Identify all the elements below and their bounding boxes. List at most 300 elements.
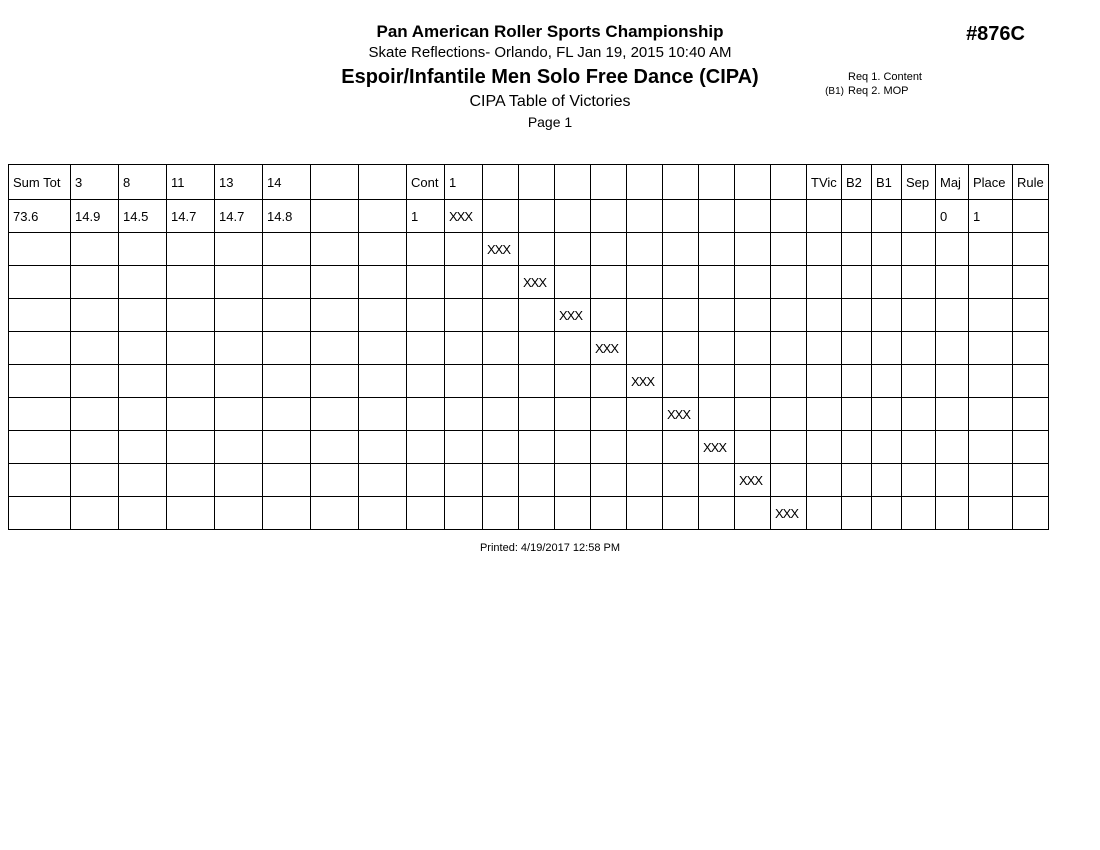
cell-tvic	[807, 266, 842, 299]
cell-p2	[483, 266, 519, 299]
cell-blank1	[311, 266, 359, 299]
cell-place	[969, 299, 1013, 332]
cell-p4	[555, 200, 591, 233]
column-header-b2: B2	[842, 165, 872, 200]
cell-p3	[519, 332, 555, 365]
table-row	[9, 431, 1049, 464]
cell-tvic	[807, 233, 842, 266]
cell-place	[969, 233, 1013, 266]
cell-b2	[842, 365, 872, 398]
cell-b2	[842, 332, 872, 365]
victories-table-wrapper	[8, 164, 1049, 530]
cell-blank1	[311, 299, 359, 332]
cell-p7	[663, 200, 699, 233]
cell-rule	[1013, 431, 1049, 464]
cell-p6	[627, 431, 663, 464]
table-row	[9, 398, 1049, 431]
cell-p3	[519, 398, 555, 431]
cell-sep	[902, 266, 936, 299]
cell-p2	[483, 464, 519, 497]
cell-p4	[555, 398, 591, 431]
cell-j3	[71, 464, 119, 497]
cell-p10	[771, 431, 807, 464]
cell-p10	[771, 398, 807, 431]
cell-j11	[167, 299, 215, 332]
table-row	[9, 365, 1049, 398]
cell-p9	[735, 332, 771, 365]
column-header-p4	[555, 165, 591, 200]
cell-p8	[699, 299, 735, 332]
cell-j3	[71, 299, 119, 332]
cell-p4	[555, 365, 591, 398]
requirement-2-line	[820, 84, 922, 99]
cell-tvic	[807, 497, 842, 530]
cell-p8	[699, 464, 735, 497]
cell-sep	[902, 464, 936, 497]
cell-p1	[445, 299, 483, 332]
cell-b1	[872, 266, 902, 299]
championship-title: Pan American Roller Sports Championship	[376, 22, 724, 41]
cell-place	[969, 497, 1013, 530]
cell-maj	[936, 332, 969, 365]
cell-p1	[445, 365, 483, 398]
cell-maj	[936, 431, 969, 464]
cell-blank1	[311, 200, 359, 233]
cell-p3	[519, 464, 555, 497]
cell-p6	[627, 464, 663, 497]
cell-p10	[771, 266, 807, 299]
column-header-j8: 8	[119, 165, 167, 200]
cell-place	[969, 365, 1013, 398]
cell-maj	[936, 464, 969, 497]
cell-rule	[1013, 464, 1049, 497]
cell-sum_tot	[9, 233, 71, 266]
cell-j13	[215, 464, 263, 497]
table-row	[9, 233, 1049, 266]
cell-p5	[591, 431, 627, 464]
cell-p3	[519, 497, 555, 530]
cell-p7	[663, 233, 699, 266]
cell-p9	[735, 431, 771, 464]
cell-place	[969, 431, 1013, 464]
cell-j13: 14.7	[215, 200, 263, 233]
cell-p8	[699, 332, 735, 365]
cell-p5	[591, 398, 627, 431]
cell-cont	[407, 233, 445, 266]
requirement-1-label: Req 1. Content	[848, 71, 922, 83]
cell-j13	[215, 266, 263, 299]
cell-p6	[627, 200, 663, 233]
cell-j11	[167, 233, 215, 266]
cell-p3	[519, 431, 555, 464]
report-subtitle: CIPA Table of Victories	[469, 93, 631, 110]
cell-rule	[1013, 398, 1049, 431]
cell-p9	[735, 299, 771, 332]
cell-maj	[936, 299, 969, 332]
cell-p1: XXX	[445, 200, 483, 233]
cell-blank2	[359, 332, 407, 365]
cell-cont	[407, 464, 445, 497]
cell-sum_tot	[9, 266, 71, 299]
cell-p1	[445, 497, 483, 530]
cell-p4	[555, 497, 591, 530]
cell-blank2	[359, 233, 407, 266]
cell-p8: XXX	[699, 431, 735, 464]
cell-place: 1	[969, 200, 1013, 233]
cell-j13	[215, 299, 263, 332]
cell-p7	[663, 365, 699, 398]
cell-blank1	[311, 398, 359, 431]
requirement-2-label: Req 2. MOP	[848, 85, 909, 97]
cell-p2: XXX	[483, 233, 519, 266]
cell-rule	[1013, 497, 1049, 530]
column-header-j11: 11	[167, 165, 215, 200]
cell-j8	[119, 464, 167, 497]
cell-sum_tot	[9, 431, 71, 464]
cell-cont: 1	[407, 200, 445, 233]
cell-sep	[902, 398, 936, 431]
cell-p2	[483, 398, 519, 431]
cell-b2	[842, 299, 872, 332]
cell-p1	[445, 233, 483, 266]
table-row	[9, 299, 1049, 332]
table-of-victories	[8, 164, 1049, 530]
cell-j14	[263, 398, 311, 431]
cell-j11	[167, 266, 215, 299]
cell-b1	[872, 431, 902, 464]
cell-b2	[842, 200, 872, 233]
column-header-p1: 1	[445, 165, 483, 200]
cell-tvic	[807, 398, 842, 431]
cell-b1	[872, 497, 902, 530]
column-header-place: Place	[969, 165, 1013, 200]
cell-j13	[215, 497, 263, 530]
cell-j13	[215, 233, 263, 266]
cell-j3: 14.9	[71, 200, 119, 233]
cell-p8	[699, 266, 735, 299]
cell-j8	[119, 266, 167, 299]
cell-blank2	[359, 200, 407, 233]
cell-p7: XXX	[663, 398, 699, 431]
cell-p5	[591, 299, 627, 332]
cell-p2	[483, 431, 519, 464]
cell-b1	[872, 464, 902, 497]
cell-p7	[663, 464, 699, 497]
cell-j14	[263, 233, 311, 266]
cell-blank1	[311, 497, 359, 530]
table-row	[9, 464, 1049, 497]
cell-b2	[842, 431, 872, 464]
column-header-p2	[483, 165, 519, 200]
cell-sep	[902, 299, 936, 332]
cell-place	[969, 398, 1013, 431]
cell-p1	[445, 332, 483, 365]
cell-p3	[519, 365, 555, 398]
cell-p6	[627, 497, 663, 530]
column-header-j13: 13	[215, 165, 263, 200]
cell-p9	[735, 398, 771, 431]
requirement-b1-tag: (B1)	[825, 86, 844, 97]
column-header-p5	[591, 165, 627, 200]
cell-p2	[483, 365, 519, 398]
cell-maj	[936, 266, 969, 299]
cell-blank2	[359, 497, 407, 530]
cell-j11	[167, 398, 215, 431]
cell-p4	[555, 233, 591, 266]
cell-p10	[771, 200, 807, 233]
cell-p1	[445, 266, 483, 299]
cell-maj	[936, 365, 969, 398]
cell-place	[969, 332, 1013, 365]
table-row	[9, 266, 1049, 299]
cell-j8	[119, 233, 167, 266]
table-row	[9, 497, 1049, 530]
cell-j14	[263, 431, 311, 464]
cell-p9	[735, 233, 771, 266]
cell-p2	[483, 299, 519, 332]
cell-j13	[215, 398, 263, 431]
cell-tvic	[807, 299, 842, 332]
cell-sep	[902, 431, 936, 464]
cell-blank2	[359, 266, 407, 299]
cell-b2	[842, 233, 872, 266]
cell-p9	[735, 497, 771, 530]
column-header-p10	[771, 165, 807, 200]
table-row	[9, 200, 1049, 233]
cell-b1	[872, 299, 902, 332]
cell-p8	[699, 497, 735, 530]
cell-blank2	[359, 365, 407, 398]
cell-place	[969, 464, 1013, 497]
cell-b1	[872, 365, 902, 398]
cell-cont	[407, 398, 445, 431]
cell-p5	[591, 365, 627, 398]
cell-p2	[483, 332, 519, 365]
event-title: Espoir/Infantile Men Solo Free Dance (CIPA)	[341, 66, 759, 88]
cell-j3	[71, 431, 119, 464]
cell-sep	[902, 200, 936, 233]
cell-p9	[735, 365, 771, 398]
cell-blank1	[311, 332, 359, 365]
cell-sep	[902, 497, 936, 530]
cell-j14	[263, 365, 311, 398]
cell-p8	[699, 200, 735, 233]
cell-rule	[1013, 332, 1049, 365]
venue-line: Skate Reflections- Orlando, FL Jan 19, 2015 10:40 AM	[368, 44, 732, 61]
cell-j11: 14.7	[167, 200, 215, 233]
cell-p4	[555, 464, 591, 497]
cell-rule	[1013, 299, 1049, 332]
cell-p7	[663, 299, 699, 332]
cell-blank2	[359, 464, 407, 497]
cell-p4	[555, 266, 591, 299]
cell-maj	[936, 398, 969, 431]
cell-p5	[591, 233, 627, 266]
cell-j3	[71, 497, 119, 530]
column-header-j14: 14	[263, 165, 311, 200]
cell-p7	[663, 497, 699, 530]
cell-j11	[167, 431, 215, 464]
cell-tvic	[807, 332, 842, 365]
cell-j11	[167, 332, 215, 365]
cell-b2	[842, 464, 872, 497]
cell-sep	[902, 365, 936, 398]
cell-j3	[71, 233, 119, 266]
column-header-sep: Sep	[902, 165, 936, 200]
cell-j3	[71, 365, 119, 398]
column-header-cont: Cont	[407, 165, 445, 200]
table-header-row	[9, 165, 1049, 200]
cell-tvic	[807, 200, 842, 233]
cell-sum_tot	[9, 365, 71, 398]
cell-cont	[407, 431, 445, 464]
cell-sum_tot	[9, 497, 71, 530]
cell-p6	[627, 299, 663, 332]
cell-p5	[591, 200, 627, 233]
cell-blank1	[311, 365, 359, 398]
table-row	[9, 332, 1049, 365]
cell-p5	[591, 464, 627, 497]
cell-j13	[215, 332, 263, 365]
column-header-p7	[663, 165, 699, 200]
cell-j11	[167, 365, 215, 398]
cell-j14	[263, 299, 311, 332]
cell-p4	[555, 332, 591, 365]
column-header-blank1	[311, 165, 359, 200]
cell-tvic	[807, 431, 842, 464]
cell-j8	[119, 332, 167, 365]
cell-blank1	[311, 464, 359, 497]
cell-rule	[1013, 266, 1049, 299]
entry-number: #876C	[966, 23, 1025, 45]
column-header-p3	[519, 165, 555, 200]
cell-j14	[263, 464, 311, 497]
cell-sep	[902, 332, 936, 365]
cell-p6	[627, 266, 663, 299]
cell-j3	[71, 266, 119, 299]
cell-p10: XXX	[771, 497, 807, 530]
cell-blank1	[311, 431, 359, 464]
cell-maj: 0	[936, 200, 969, 233]
cell-p8	[699, 233, 735, 266]
cell-b2	[842, 266, 872, 299]
requirement-1-line	[820, 70, 922, 84]
cell-j8	[119, 398, 167, 431]
cell-p3	[519, 299, 555, 332]
cell-p5	[591, 266, 627, 299]
cell-p10	[771, 233, 807, 266]
cell-blank1	[311, 233, 359, 266]
cell-j8	[119, 497, 167, 530]
column-header-p9	[735, 165, 771, 200]
cell-sum_tot: 73.6	[9, 200, 71, 233]
column-header-tvic: TVic	[807, 165, 842, 200]
cell-p6	[627, 332, 663, 365]
cell-blank2	[359, 398, 407, 431]
cell-cont	[407, 299, 445, 332]
cell-p3	[519, 200, 555, 233]
cell-p6	[627, 398, 663, 431]
cell-p2	[483, 200, 519, 233]
cell-j3	[71, 398, 119, 431]
cell-j8	[119, 299, 167, 332]
cell-tvic	[807, 365, 842, 398]
cell-j8	[119, 431, 167, 464]
cell-p7	[663, 431, 699, 464]
cell-p6	[627, 233, 663, 266]
cell-cont	[407, 332, 445, 365]
cell-p3: XXX	[519, 266, 555, 299]
cell-blank2	[359, 299, 407, 332]
cell-p10	[771, 299, 807, 332]
cell-p2	[483, 497, 519, 530]
cell-b1	[872, 332, 902, 365]
cell-p8	[699, 398, 735, 431]
column-header-rule: Rule	[1013, 165, 1049, 200]
cell-b2	[842, 398, 872, 431]
cell-rule	[1013, 200, 1049, 233]
cell-j11	[167, 464, 215, 497]
column-header-j3: 3	[71, 165, 119, 200]
cell-p4: XXX	[555, 299, 591, 332]
page-label: Page 1	[527, 114, 573, 130]
cell-p9	[735, 200, 771, 233]
cell-cont	[407, 266, 445, 299]
cell-sum_tot	[9, 464, 71, 497]
requirements-block	[820, 70, 922, 99]
cell-p6: XXX	[627, 365, 663, 398]
cell-p4	[555, 431, 591, 464]
column-header-sum_tot: Sum Tot	[9, 165, 71, 200]
report-header	[0, 0, 1100, 150]
cell-j3	[71, 332, 119, 365]
cell-j8	[119, 365, 167, 398]
cell-j13	[215, 431, 263, 464]
column-header-p6	[627, 165, 663, 200]
cell-p1	[445, 464, 483, 497]
cell-blank2	[359, 431, 407, 464]
cell-maj	[936, 497, 969, 530]
cell-place	[969, 266, 1013, 299]
cell-sep	[902, 233, 936, 266]
cell-j14	[263, 266, 311, 299]
cell-j14: 14.8	[263, 200, 311, 233]
cell-cont	[407, 365, 445, 398]
cell-b1	[872, 233, 902, 266]
cell-p5	[591, 497, 627, 530]
cell-b1	[872, 200, 902, 233]
cell-p8	[699, 365, 735, 398]
cell-b1	[872, 398, 902, 431]
cell-j13	[215, 365, 263, 398]
cell-p7	[663, 266, 699, 299]
cell-p1	[445, 431, 483, 464]
cell-p7	[663, 332, 699, 365]
cell-p9: XXX	[735, 464, 771, 497]
column-header-b1: B1	[872, 165, 902, 200]
cell-j14	[263, 497, 311, 530]
cell-sum_tot	[9, 398, 71, 431]
cell-p5: XXX	[591, 332, 627, 365]
column-header-blank2	[359, 165, 407, 200]
cell-j8: 14.5	[119, 200, 167, 233]
cell-rule	[1013, 233, 1049, 266]
cell-p3	[519, 233, 555, 266]
cell-cont	[407, 497, 445, 530]
cell-p10	[771, 332, 807, 365]
cell-p9	[735, 266, 771, 299]
column-header-maj: Maj	[936, 165, 969, 200]
